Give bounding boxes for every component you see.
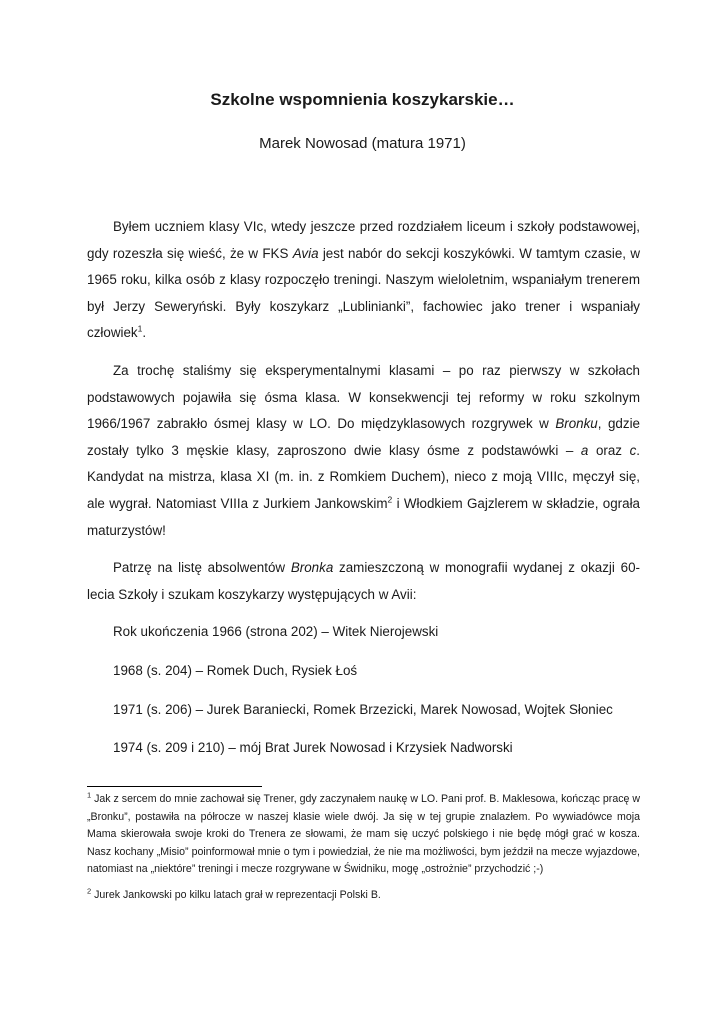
footnote-ref-2[interactable]: 2 <box>387 494 393 505</box>
footnote-number: 2 <box>87 885 92 895</box>
text-run-italic: Bronku <box>555 416 598 432</box>
paragraph-3 <box>87 555 640 608</box>
text-run: zamieszczoną w monografii wydanej z okazji 60-lecia Szkoły i szukam koszykarzy występujących w Avii: <box>87 560 640 602</box>
text-run: . <box>142 325 147 341</box>
list-item: 1968 (s. 204) – Romek Duch, Rysiek Łoś <box>113 662 358 678</box>
document-title: Szkolne wspomnienia koszykarskie… <box>210 90 515 109</box>
list-item: 1974 (s. 209 i 210) – mój Brat Jurek Nowosad i Krzysiek Nadworski <box>113 740 513 756</box>
footnote-1 <box>87 791 640 879</box>
list-item: Rok ukończenia 1966 (strona 202) – Witek Nierojewski <box>113 624 439 640</box>
text-run: Byłem uczniem klasy VIc, wtedy jeszcze przed rozdziałem liceum i szkoły podstawowej, gdy rozeszła się wieść, że w FKS <box>87 219 640 261</box>
list-item: 1971 (s. 206) – Jurek Baraniecki, Romek Brzezicki, Marek Nowosad, Wojtek Słoniec <box>113 701 613 717</box>
text-run-italic: a <box>580 442 589 458</box>
document-body <box>87 214 640 774</box>
paragraph-1 <box>87 214 640 347</box>
document-author: Marek Nowosad (matura 1971) <box>259 135 466 152</box>
text-run-italic: Bronka <box>290 560 334 576</box>
footnote-text: Jak z sercem do mnie zachował się Trener, gdy zaczynałem naukę w LO. Pani prof. B. Maklesowa, kończąc pracę w „Bronku”, postawiła na półrocze w naszej klasie wiele dwój. Ja się w tej grupie znalazłem. Po wywiadówce moja Mama skierowała swoje kroki do Trenera ze słowami, że mam się uczyć polskiego i nie będę mógł grać w kosza. Nasz kochany „Misio” poinformował mnie o tym i powiedział, że nie ma możliwości, bym jeździł na mecze wyjazdowe, natomiast na „niektóre” treningi i mecze rozgrywane w Świdniku, mogę „ostrożnie” przychodzić ;-) <box>87 793 640 875</box>
text-run: i Włodkiem Gajzlerem w składzie, ograła maturzystów! <box>87 495 640 538</box>
footnote-text: Jurek Jankowski po kilku latach grał w reprezentacji Polski B. <box>91 888 381 901</box>
text-run-italic: c <box>629 442 637 458</box>
footnotes <box>87 791 640 912</box>
text-run: oraz <box>588 442 630 458</box>
footnote-ref-1[interactable]: 1 <box>137 323 143 334</box>
text-run: , gdzie zostały tylko 3 męskie klasy, zaproszono dwie klasy ósme z podstawówki – <box>87 416 640 458</box>
text-run: jest nabór do sekcji koszykówki. W tamtym czasie, w 1965 roku, kilka osób z klasy rozpoczęło treningi. Naszym wieloletnim, wspaniałym trenerem był Jerzy Seweryński. Były koszykarz „Lublinianki”, fachowiec jako trener i wspaniały człowiek <box>87 245 640 341</box>
text-run: Za trochę staliśmy się eksperymentalnymi klasami – po raz pierwszy w szkołach podstawowych pojawiła się ósma klasa. W konsekwencji tej reformy w roku szkolnym 1966/1967 zabrakło ósmej klasy w LO. Do międzyklasowych rozgrywek w <box>87 362 640 432</box>
paragraph-2 <box>87 358 640 544</box>
text-run-italic: Avia <box>292 245 319 261</box>
text-run: . Kandydat na mistrza, klasa XI (m. in. z Romkiem Duchem), nieco z moją VIIIc, męczył się, ale wygrał. Natomiast VIIIa z Jurkiem Jankowskim <box>87 442 640 511</box>
footnote-number: 1 <box>87 790 92 800</box>
text-run: Patrzę na listę absolwentów <box>113 560 291 576</box>
footnote-separator <box>87 786 262 787</box>
footnote-2 <box>87 887 640 905</box>
